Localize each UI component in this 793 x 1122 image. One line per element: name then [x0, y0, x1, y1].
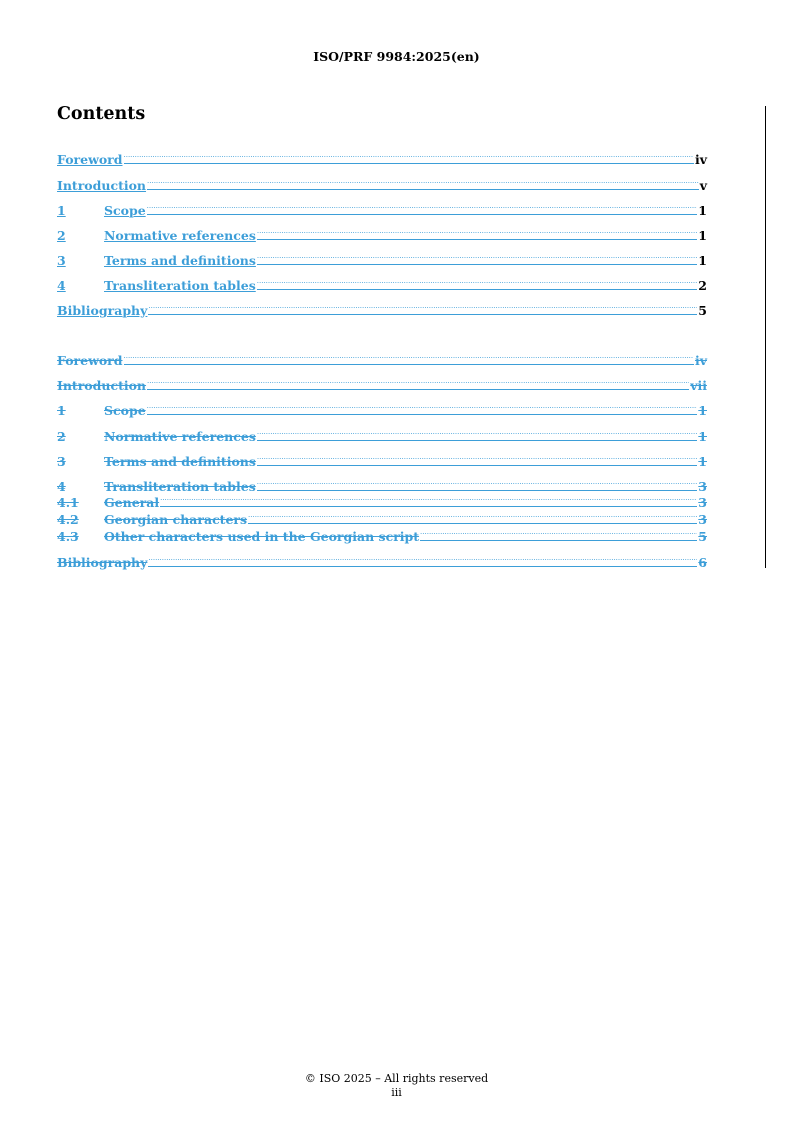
toc-leader — [257, 275, 698, 290]
change-bar — [765, 106, 766, 568]
toc-entry-title: Bibliography — [57, 555, 148, 570]
toc-entry-scope[interactable] — [57, 200, 707, 218]
toc-leader — [257, 250, 697, 265]
toc-entry-page: vii — [690, 378, 707, 393]
toc-entry-normative-references-deleted[interactable] — [57, 426, 707, 444]
toc-entry-foreword[interactable] — [57, 149, 707, 167]
toc-entry-title: Introduction — [57, 378, 147, 393]
toc-leader — [147, 375, 689, 390]
toc-entry-title: General — [104, 495, 160, 510]
toc-entry-number: 4.3 — [57, 529, 79, 544]
toc-entry-number: 4.1 — [57, 495, 79, 510]
toc-leader — [257, 426, 697, 441]
toc-entry-bibliography[interactable] — [57, 300, 707, 318]
toc-entry-title: Bibliography — [57, 303, 148, 318]
toc-entry-title: Scope — [104, 403, 146, 418]
toc-entry-page: 3 — [698, 495, 707, 510]
toc-entry-number: 1 — [57, 403, 66, 418]
toc-leader — [147, 200, 698, 215]
toc-entry-page: iv — [694, 152, 707, 167]
toc-leader — [257, 225, 697, 240]
toc-leader — [248, 509, 697, 524]
toc-leader — [147, 175, 699, 190]
toc-leader — [147, 400, 698, 415]
toc-entry-page: 1 — [698, 228, 707, 243]
toc-leader — [160, 492, 697, 507]
toc-entry-page: 3 — [698, 512, 707, 527]
toc-entry-general-deleted[interactable] — [57, 492, 707, 510]
toc-entry-foreword-deleted[interactable] — [57, 350, 707, 368]
toc-entry-page: 6 — [698, 555, 707, 570]
document-id-header: ISO/PRF 9984:2025(en) — [313, 49, 480, 64]
toc-leader — [148, 552, 697, 567]
toc-entry-title: Transliteration tables — [104, 479, 256, 494]
toc-entry-page: 2 — [698, 278, 707, 293]
copyright-notice: © ISO 2025 – All rights reserved — [304, 1072, 489, 1085]
toc-entry-introduction[interactable] — [57, 175, 707, 193]
contents-heading: Contents — [57, 104, 146, 124]
toc-entry-terms-and-definitions[interactable] — [57, 250, 707, 268]
toc-entry-page: 3 — [698, 479, 707, 494]
toc-entry-title: Georgian characters — [104, 512, 248, 527]
toc-entry-page: 1 — [698, 454, 707, 469]
toc-entry-title: Scope — [104, 203, 146, 218]
toc-entry-page: 1 — [698, 403, 707, 418]
toc-entry-number: 2 — [57, 429, 66, 444]
toc-entry-bibliography-deleted[interactable] — [57, 552, 707, 570]
toc-entry-number: 1 — [57, 203, 66, 218]
toc-entry-scope-deleted[interactable] — [57, 400, 707, 418]
toc-entry-title: Transliteration tables — [104, 278, 256, 293]
toc-entry-title: Other characters used in the Georgian script — [104, 529, 420, 544]
toc-entry-title: Normative references — [104, 429, 256, 444]
toc-entry-introduction-deleted[interactable] — [57, 375, 707, 393]
toc-entry-page: 1 — [698, 429, 707, 444]
toc-leader — [124, 350, 694, 365]
toc-entry-georgian-characters-deleted[interactable] — [57, 509, 707, 527]
toc-leader — [257, 476, 698, 491]
toc-leader — [420, 526, 697, 541]
toc-entry-other-characters-deleted[interactable] — [57, 526, 707, 544]
toc-entry-title: Foreword — [57, 152, 123, 167]
toc-entry-title: Foreword — [57, 353, 123, 368]
toc-entry-page: 5 — [698, 529, 707, 544]
toc-entry-number: 4.2 — [57, 512, 79, 527]
toc-leader — [124, 149, 694, 164]
toc-leader — [257, 451, 697, 466]
toc-entry-normative-references[interactable] — [57, 225, 707, 243]
page-number: iii — [391, 1086, 402, 1099]
toc-entry-number: 4 — [57, 278, 66, 293]
toc-entry-page: 5 — [698, 303, 707, 318]
toc-entry-page: 1 — [698, 203, 707, 218]
toc-leader — [148, 300, 697, 315]
toc-entry-page: iv — [694, 353, 707, 368]
toc-entry-number: 3 — [57, 454, 66, 469]
toc-entry-title: Introduction — [57, 178, 147, 193]
toc-entry-terms-and-definitions-deleted[interactable] — [57, 451, 707, 469]
toc-entry-number: 3 — [57, 253, 66, 268]
toc-entry-number: 4 — [57, 479, 66, 494]
toc-entry-title: Terms and definitions — [104, 454, 256, 469]
toc-entry-title: Terms and definitions — [104, 253, 256, 268]
toc-entry-page: 1 — [698, 253, 707, 268]
toc-entry-transliteration-tables[interactable] — [57, 275, 707, 293]
page-footer — [0, 1072, 793, 1100]
toc-entry-page: v — [699, 178, 707, 193]
toc-entry-title: Normative references — [104, 228, 256, 243]
toc-entry-number: 2 — [57, 228, 66, 243]
